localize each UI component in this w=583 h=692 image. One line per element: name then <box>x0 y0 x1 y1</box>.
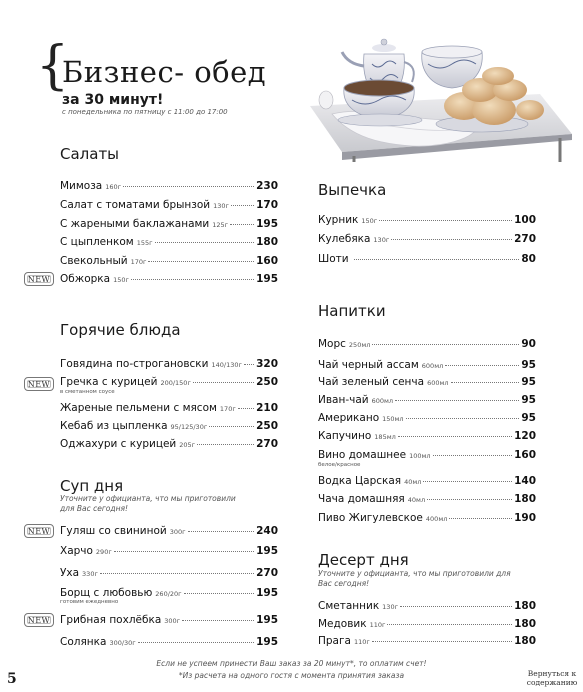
menu-item: Жареные пельмени с мясом 170г 210 <box>60 402 278 414</box>
new-badge: NEW <box>24 524 54 538</box>
menu-item: С цыпленком 155г 180 <box>60 236 278 248</box>
menu-item: Водка Царская 40мл 140 <box>318 475 536 487</box>
new-badge: NEW <box>24 377 54 391</box>
menu-item: Салат с томатами брынзой 130г 170 <box>60 199 278 211</box>
menu-item: Прага 110г 180 <box>318 635 536 647</box>
salads-heading: Салаты <box>60 145 120 163</box>
menu-item: Уха 330г 270 <box>60 567 278 579</box>
menu-item: Говядина по-строгановски 140/130г 320 <box>60 358 278 370</box>
menu-item: Медовик 110г 180 <box>318 618 536 630</box>
page-title: Бизнес- обед <box>62 55 267 89</box>
menu-item: Морс 250мл 90 <box>318 338 536 350</box>
menu-item: Кебаб из цыпленка 95/125/30г 250 <box>60 420 278 432</box>
serving-hours: с понедельника по пятницу с 11:00 до 17:00 <box>62 108 228 116</box>
page-number: 5 <box>7 671 17 687</box>
drinks-heading: Напитки <box>318 302 386 320</box>
menu-item: Гуляш со свининой 300г 240 <box>60 525 278 537</box>
menu-item: Сметанник 130г 180 <box>318 600 536 612</box>
menu-item: Американо 150мл 95 <box>318 412 536 424</box>
footer-promise: Если не успеем принести Ваш заказ за 20 минут*, то оплатим счет! <box>156 659 427 668</box>
new-badge: NEW <box>24 272 54 286</box>
menu-item: Обжорка 150г 195 <box>60 273 278 285</box>
menu-item: Грибная похлёбка 300г 195 <box>60 614 278 626</box>
page-subtitle: за 30 минут! <box>62 92 164 108</box>
menu-item: Солянка 300/30г 195 <box>60 636 278 648</box>
menu-item: Борщ с любовью 260/20г 195 <box>60 587 278 599</box>
menu-item: Шоти 80 <box>318 253 536 265</box>
dessert-note: Уточните у официанта, что мы приготовили для Вас сегодня! <box>318 569 511 588</box>
menu-item: Харчо 290г 195 <box>60 545 278 557</box>
back-to-contents-link[interactable]: Вернуться к содержанию <box>526 669 578 687</box>
menu-item-note: белое/красное <box>318 462 361 468</box>
menu-item: Капучино 185мл 120 <box>318 430 536 442</box>
menu-item: Вино домашнее 100мл 160 <box>318 449 536 461</box>
dessert-heading: Десерт дня <box>318 551 409 569</box>
hot-dishes-heading: Горячие блюда <box>60 321 181 339</box>
menu-item: Оджахури с курицей 205г 270 <box>60 438 278 450</box>
menu-item: Мимоза 160г 230 <box>60 180 278 192</box>
title-brace: { <box>36 36 70 96</box>
menu-item: Чай зеленый сенча 600мл 95 <box>318 376 536 388</box>
new-badge: NEW <box>24 613 54 627</box>
soup-heading: Суп дня <box>60 477 124 495</box>
footer-footnote: *Из расчета на одного гостя с момента принятия заказа <box>178 671 405 680</box>
menu-item: Чача домашняя 40мл 180 <box>318 493 536 505</box>
menu-item: Гречка с курицей 200/150г 250 <box>60 376 278 388</box>
menu-item-note: готовим ежедневно <box>60 599 119 605</box>
menu-item: Иван-чай 600мл 95 <box>318 394 536 406</box>
menu-item: Курник 150г 100 <box>318 214 536 226</box>
menu-item: Пиво Жигулевское 400мл 190 <box>318 512 536 524</box>
pastry-heading: Выпечка <box>318 181 387 199</box>
soup-note: Уточните у официанта, что мы приготовили для Вас сегодня! <box>60 494 236 513</box>
menu-item: Свекольный 170г 160 <box>60 255 278 267</box>
menu-item: Чай черный ассам 600мл 95 <box>318 359 536 371</box>
menu-item-note: в сметанном соусе <box>60 389 115 395</box>
menu-item: С жареными баклажанами 125г 195 <box>60 218 278 230</box>
menu-item: Кулебяка 130г 270 <box>318 233 536 245</box>
tea-set-illustration <box>302 14 578 162</box>
